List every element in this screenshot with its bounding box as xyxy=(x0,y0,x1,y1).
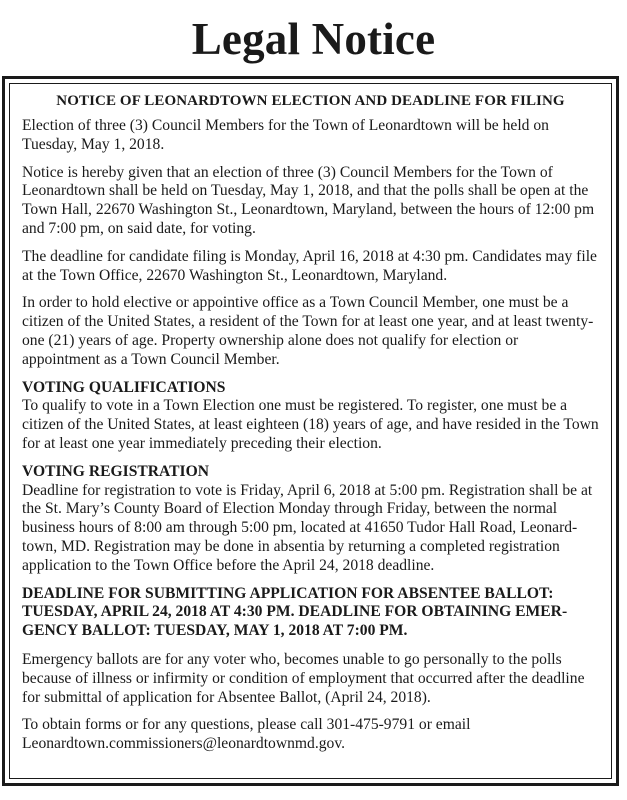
voting-registration-heading: VOTING REGISTRATION xyxy=(22,462,209,480)
notice-heading: NOTICE OF LEONARDTOWN ELECTION AND DEADLINE FOR FILING xyxy=(56,93,565,109)
paragraph-contact-info: To obtain forms or for any questions, please call 301-475-9791 or email Leonardtown.commissioners@leonardtownmd.gov. xyxy=(22,716,471,753)
paragraph-election-notice: Notice is hereby given that an election of three (3) Council Members for the Town of Leonardtown shall be held on Tuesday, May 1, 2018, and that the polls shall be open at the Town Hall, 22670 Washington St., Leonardtown, Maryland, between the hours of 12:00 pm and 7:00 pm, on said date, for voting. xyxy=(22,163,595,237)
notice-inner-border xyxy=(9,83,612,779)
paragraph-emergency-ballots: Emergency ballots are for any voter who, becomes unable to go personally to the polls because of illness or infirmity or condition of employment that occurred after the deadline for submittal of application for Absentee Ballot, (April 24, 2018). xyxy=(22,650,585,706)
voting-registration-body: Deadline for registration to vote is Friday, April 6, 2018 at 5:00 pm. Registration shall be at the St. Mary’s County Board of Election Monday through Friday, between the normal business hours of 8:00 am through 5:00 pm, located at 41650 Tudor Hall Road, Leonard-town, MD. Registration may be done in absentia by returning a completed registration application to the Town Office before the April 24, 2018 deadline. xyxy=(22,481,593,574)
paragraph-candidate-filing: The deadline for candidate filing is Monday, April 16, 2018 at 4:30 pm. Candidates may file at the Town Office, 22670 Washington St., Leonardtown, Maryland. xyxy=(22,247,597,284)
paragraph-election-summary: Election of three (3) Council Members for the Town of Leonardtown will be held on Tuesday, May 1, 2018. xyxy=(22,117,549,153)
voting-qualifications-heading: VOTING QUALIFICATIONS xyxy=(22,378,226,396)
paragraph-office-requirements: In order to hold elective or appointive office as a Town Council Member, one must be a citizen of the United States, a resident of the Town for at least one year, and at least twenty-one (21) years of age. Property ownership alone does not qualify for election or appointment as a Town Council Member. xyxy=(22,294,594,368)
page-title: Legal Notice xyxy=(191,14,436,64)
absentee-ballot-deadline: DEADLINE FOR SUBMITTING APPLICATION FOR ABSENTEE BALLOT: TUESDAY, APRIL 24, 2018 AT 4:30 PM. DEADLINE FOR OBTAINING EMER-GENCY BALLOT: TUESDAY, MAY 1, 2018 AT 7:00 PM. xyxy=(22,584,568,640)
voting-qualifications-body: To qualify to vote in a Town Election one must be registered. To register, one must be a citizen of the United States, at least eighteen (18) years of age, and have resided in the Town for at least one year immediately preceding their election. xyxy=(22,397,599,452)
notice-frame xyxy=(2,76,619,786)
